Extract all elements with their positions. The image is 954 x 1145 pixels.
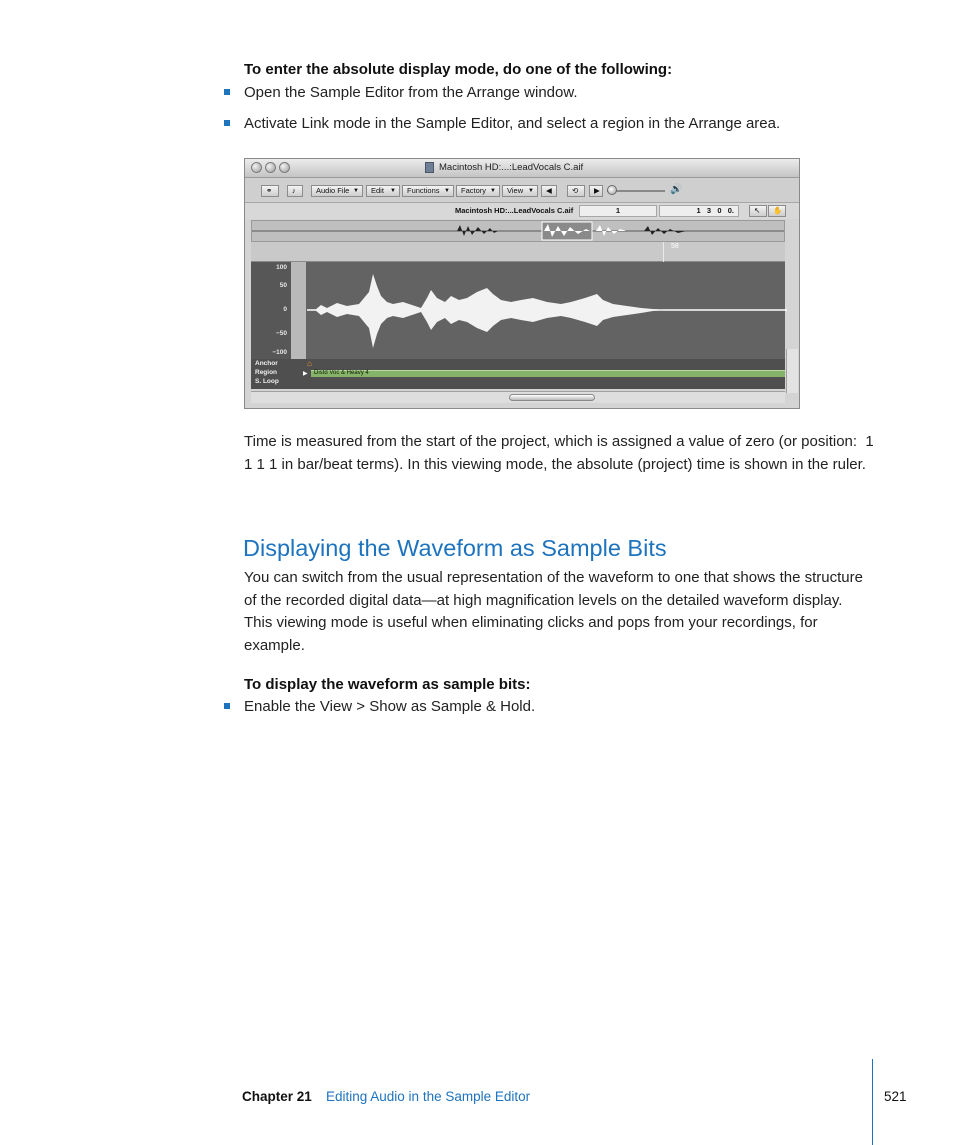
play-button[interactable]: ▶ [589,185,603,197]
list-item-text: Open the Sample Editor from the Arrange window. [244,84,578,101]
region-bar[interactable] [311,370,785,377]
waveform-display[interactable] [251,262,785,359]
document-icon [425,162,434,173]
body-paragraph: You can switch from the usual representation of the waveform to one that shows the structure of the recorded digital data—at high magnification levels on the detailed waveform display. This viewing mode is useful when eliminating clicks and pops from your recordings, for example. [244,569,863,654]
volume-slider-knob[interactable] [607,185,617,195]
hand-tool-button[interactable]: ✋ [768,205,786,217]
catch-button[interactable]: ♪ [287,185,303,197]
list-item-text: Activate Link mode in the Sample Editor, and select a region in the Arrange area. [244,115,781,132]
ruler-playhead [663,242,664,262]
menu-view[interactable]: View ▼ [502,185,538,197]
menu-functions[interactable]: Functions ▼ [402,185,454,197]
page-number: 521 [884,1089,907,1104]
scale-label: 0 [283,306,287,313]
footer-chapter-title: Editing Audio in the Sample Editor [326,1089,531,1104]
scale-label: −50 [275,330,287,337]
region-name: Distd Voc & Heavy 4 [314,370,369,376]
menu-edit[interactable]: Edit ▼ [366,185,400,197]
time-ruler[interactable] [251,242,785,262]
pointer-tool-button[interactable]: ↖ [749,205,767,217]
zoom-window-icon[interactable] [279,162,290,173]
editor-toolbar [245,178,799,203]
anchor-strip [291,262,306,359]
horizontal-scroll-thumb[interactable] [509,394,595,401]
loop-play-button[interactable]: ⟲ [567,185,585,197]
scale-label: 100 [276,264,287,271]
speaker-icon: 🔊 [670,184,683,195]
row-label-sample-loop: S. Loop [255,378,279,385]
vertical-scrollbar[interactable] [786,349,798,393]
section-heading: Displaying the Waveform as Sample Bits [243,535,667,561]
waveform-overview[interactable] [251,220,785,242]
instruction-lead-sample-bits: To display the waveform as sample bits: [244,676,531,693]
body-paragraph: Time is measured from the start of the project, which is assigned a value of zero (or position: 1 1 1 1 in bar/beat terms). In this viewing mode, the absolute (project) time is shown in the ruler. [244,433,874,473]
row-label-region: Region [255,369,278,376]
marker-rows [251,359,785,389]
region-disclosure-icon[interactable]: ▶ [303,371,308,377]
menu-audio-file[interactable]: Audio File ▼ [311,185,363,197]
info-bar [245,203,799,219]
bullet-square-icon [224,89,230,95]
close-window-icon[interactable] [251,162,262,173]
overview-waveform [252,221,784,241]
amplitude-scale [251,262,291,359]
bar-field: 1 [579,205,657,217]
horizontal-scrollbar[interactable] [251,391,785,403]
footer-chapter: Chapter 21 [242,1089,312,1104]
back-button[interactable]: ◀ [541,185,557,197]
anchor-marker-icon[interactable]: ⌂ [307,359,312,368]
list-item-text: Enable the View > Show as Sample & Hold. [244,698,536,715]
menu-factory[interactable]: Factory ▼ [456,185,500,197]
position-field: 1 3 0 0. [659,205,739,217]
window-title: Macintosh HD:...:LeadVocals C.aif [439,162,584,173]
window-titlebar [245,159,799,178]
minimize-window-icon[interactable] [265,162,276,173]
link-mode-button[interactable]: ⚭ [261,185,279,197]
ruler-mark-label: 58 [671,243,679,250]
row-label-anchor: Anchor [255,360,278,367]
main-waveform [307,262,787,359]
scale-label: −100 [272,349,287,356]
sample-editor-screenshot [244,158,800,409]
scale-label: 50 [279,282,287,289]
footer-divider [872,1059,873,1145]
bullet-square-icon [224,703,230,709]
instruction-lead-absolute-mode: To enter the absolute display mode, do one of the following: [244,61,673,78]
bullet-square-icon [224,120,230,126]
file-name-label: Macintosh HD:...LeadVocals C.aif [455,206,574,215]
